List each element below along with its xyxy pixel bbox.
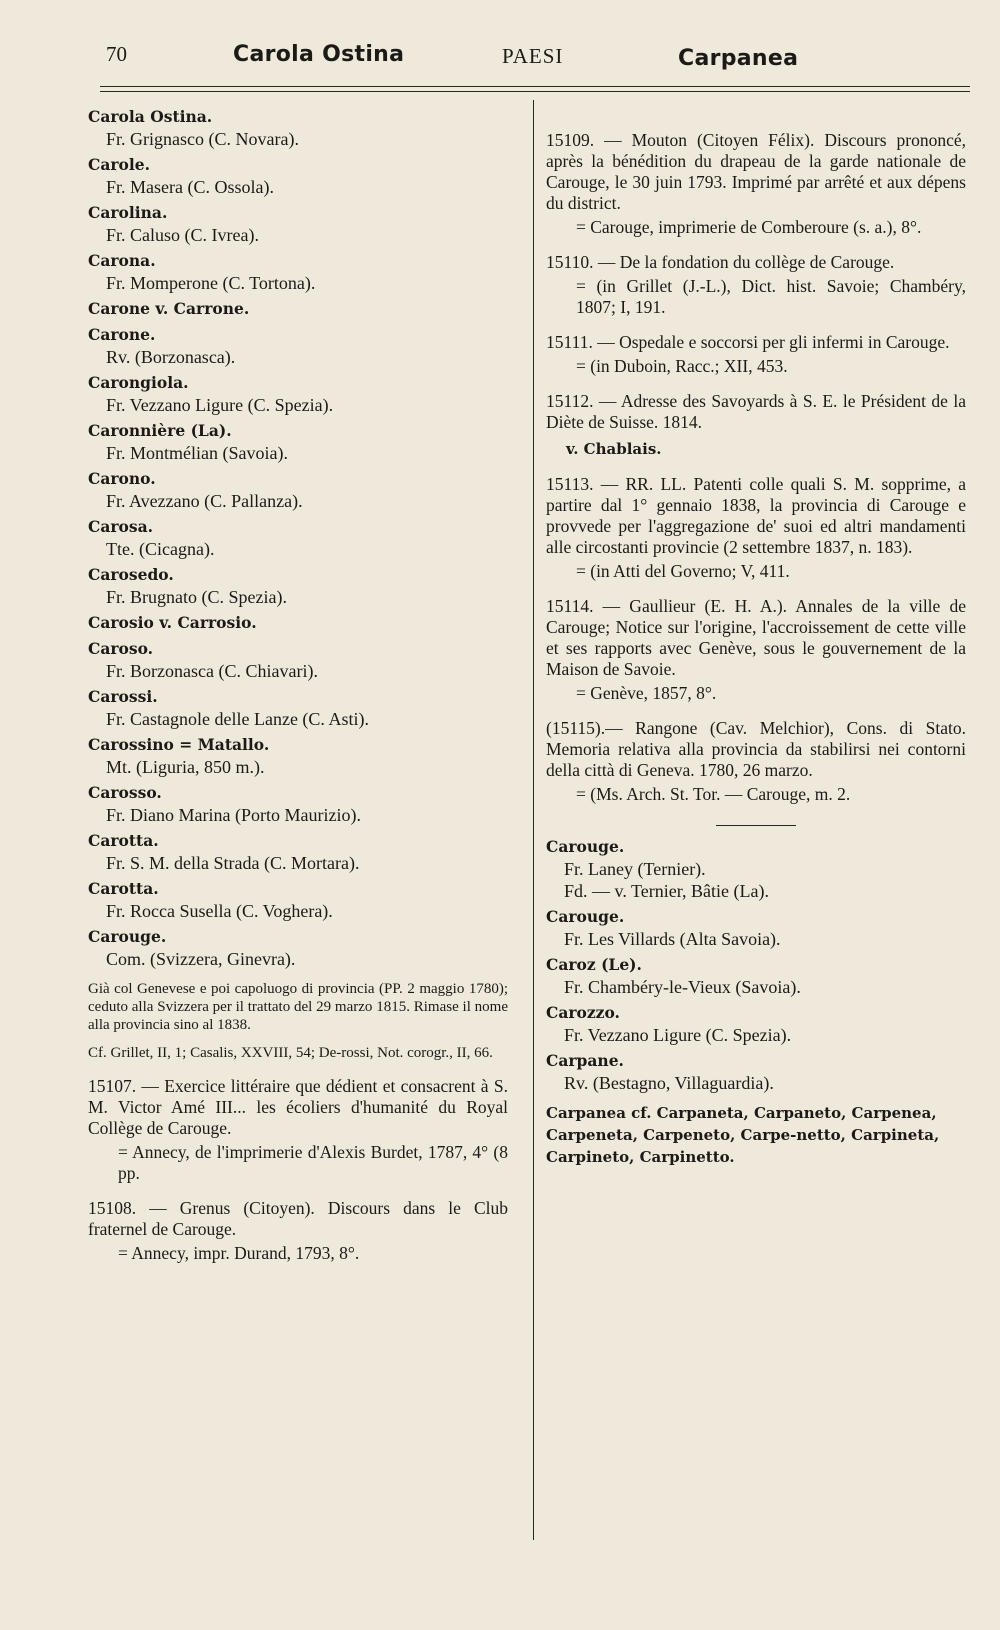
place-name: Carole.: [88, 155, 151, 174]
page-number: 70: [106, 42, 127, 66]
place-detail: Com. (Svizzera, Ginevra).: [106, 949, 296, 969]
bibliography-entry: [546, 596, 966, 704]
bibliography-entry: [546, 130, 966, 238]
place-detail: Fr. Vezzano Ligure (C. Spezia).: [106, 395, 334, 415]
place-name: Carossino = Matallo.: [88, 735, 270, 754]
place-entry: [88, 686, 508, 730]
entry-text: 15110. — De la fondation du collège de Carouge.: [546, 252, 895, 272]
entry-imprint: = (in Duboin, Racc.; XII, 453.: [576, 356, 788, 376]
right-column: [546, 116, 966, 1168]
place-name: Caroz (Le).: [546, 955, 642, 974]
entry-imprint: = (Ms. Arch. St. Tor. — Carouge, m. 2.: [576, 784, 851, 804]
place-entry: [88, 420, 508, 464]
entry-imprint: = (in Grillet (J.-L.), Dict. hist. Savoie; Chambéry, 1807; I, 191.: [576, 276, 966, 317]
entry-text: 15108. — Grenus (Citoyen). Discours dans le Club fraternel de Carouge.: [88, 1198, 508, 1239]
place-entry: [88, 298, 508, 320]
place-detail: Fr. Chambéry-le-Vieux (Savoia).: [564, 977, 801, 997]
place-name: Carozzo.: [546, 1003, 620, 1022]
place-entry: [88, 154, 508, 198]
place-detail: Fr. Masera (C. Ossola).: [106, 177, 274, 197]
place-detail: Mt. (Liguria, 850 m.).: [106, 757, 265, 777]
section-rule: [716, 825, 796, 826]
place-entry: [88, 734, 508, 778]
place-name: Carone v. Carrone.: [88, 299, 250, 318]
place-detail: Tte. (Cicagna).: [106, 539, 215, 559]
place-entry: [546, 1002, 966, 1046]
place-name: Carona.: [88, 251, 156, 270]
place-name: Carouge.: [88, 927, 167, 946]
place-name: Carouge.: [546, 837, 625, 856]
bibliography-entry: [546, 332, 966, 377]
column-divider: [533, 100, 534, 1540]
place-detail: Fr. Avezzano (C. Pallanza).: [106, 491, 303, 511]
see-reference: v. Chablais.: [566, 440, 662, 458]
place-name: Carpane.: [546, 1051, 624, 1070]
place-name: Carotta.: [88, 831, 159, 850]
carouge-cf: Cf. Grillet, II, 1; Casalis, XXVIII, 54; De-rossi, Not. corogr., II, 66.: [88, 1045, 493, 1061]
place-entry: [546, 836, 966, 902]
place-entry: [546, 1050, 966, 1094]
entry-imprint: = Annecy, impr. Durand, 1793, 8°.: [118, 1243, 360, 1263]
entry-text: 15111. — Ospedale e soccorsi per gli infermi in Carouge.: [546, 332, 950, 352]
place-detail: Fr. Vezzano Ligure (C. Spezia).: [564, 1025, 792, 1045]
place-detail: Fr. Diano Marina (Porto Maurizio).: [106, 805, 361, 825]
entry-imprint: = (in Atti del Governo; V, 411.: [576, 561, 790, 581]
place-entry: [88, 516, 508, 560]
place-detail: Fr. Castagnole delle Lanze (C. Asti).: [106, 709, 369, 729]
place-detail: Fr. S. M. della Strada (C. Mortara).: [106, 853, 360, 873]
place-name: Caronnière (La).: [88, 421, 232, 440]
place-name: Carosa.: [88, 517, 154, 536]
bibliography-entry: [546, 252, 966, 318]
place-name: Carosio v. Carrosio.: [88, 613, 257, 632]
place-name: Carono.: [88, 469, 156, 488]
bibliography-entry: [546, 391, 966, 460]
place-entry: [88, 830, 508, 874]
place-detail: Fd. — v. Ternier, Bâtie (La).: [564, 881, 769, 901]
place-entry: [88, 638, 508, 682]
place-name: Carosedo.: [88, 565, 174, 584]
entry-imprint: = Annecy, de l'imprimerie d'Alexis Burdet, 1787, 4° (8 pp.: [118, 1142, 508, 1183]
place-name: Carouge.: [546, 907, 625, 926]
place-detail: Fr. Grignasco (C. Novara).: [106, 129, 299, 149]
place-name: Carola Ostina.: [88, 107, 213, 126]
entry-text: 15109. — Mouton (Citoyen Félix). Discours prononcé, après la bénédition du drapeau de la garde nationale de Carouge, le 30 juin 1793. Imprimé par arrêté et aux dépens du district.: [546, 130, 966, 213]
place-name: Carosso.: [88, 783, 162, 802]
place-name: Carone.: [88, 325, 156, 344]
place-entry: [88, 324, 508, 368]
place-entry: [546, 906, 966, 950]
carouge-note: Già col Genevese e poi capoluogo di provincia (PP. 2 maggio 1780); ceduto alla Svizzera per il trattato del 29 marzo 1815. Rimase il nome alla provincia sino al 1838.: [88, 981, 508, 1033]
bibliography-entry: [546, 718, 966, 805]
place-name: Carossi.: [88, 687, 158, 706]
place-detail: Fr. Brugnato (C. Spezia).: [106, 587, 287, 607]
place-detail: Fr. Caluso (C. Ivrea).: [106, 225, 259, 245]
entry-text: 15113. — RR. LL. Patenti colle quali S. M. sopprime, a partire dal 1° gennaio 1838, la provincia di Carouge e provvede per l'aggregazione de' suoi ed altri mandamenti alle circostanti provincie (2 settembre 1837, n. 183).: [546, 474, 966, 557]
entry-text: (15115).— Rangone (Cav. Melchior), Cons. di Stato. Memoria relativa alla provincia da stabilirsi nei contorni della città di Geneva. 1780, 26 marzo.: [546, 718, 966, 780]
place-entry: [88, 468, 508, 512]
place-entry: [88, 372, 508, 416]
place-entry: [88, 612, 508, 634]
place-entry: [88, 564, 508, 608]
place-detail: Fr. Les Villards (Alta Savoia).: [564, 929, 781, 949]
place-entry: [88, 250, 508, 294]
running-header: [100, 38, 970, 78]
place-detail: Fr. Rocca Susella (C. Voghera).: [106, 901, 333, 921]
place-entry: [88, 878, 508, 922]
entry-text: 15114. — Gaullieur (E. H. A.). Annales de la ville de Carouge; Notice sur l'origine, l'accroissement de cette ville et ses rapports avec Genève, sous le gouvernement de la Maison de Savoie.: [546, 596, 966, 679]
entry-text: 15107. — Exercice littéraire que dédient et consacrent à S. M. Victor Amé III... les écoliers d'humanité du Royal Collège de Carouge.: [88, 1076, 508, 1138]
place-detail: Fr. Montmélian (Savoia).: [106, 443, 288, 463]
entry-imprint: = Carouge, imprimerie de Comberoure (s. a.), 8°.: [576, 217, 922, 237]
place-detail: Rv. (Borzonasca).: [106, 347, 236, 367]
place-entry: [88, 106, 508, 150]
header-left-term: Carola Ostina: [233, 42, 405, 67]
place-detail: Fr. Momperone (C. Tortona).: [106, 273, 316, 293]
place-detail: Fr. Borzonasca (C. Chiavari).: [106, 661, 318, 681]
bibliography-entry: [88, 1198, 508, 1264]
place-entry: [88, 926, 508, 970]
bibliography-entry: [88, 1076, 508, 1184]
bibliography-entry: [546, 474, 966, 582]
place-entry: [88, 202, 508, 246]
header-rule-double: [100, 91, 970, 92]
place-name: Carotta.: [88, 879, 159, 898]
place-detail: Fr. Laney (Ternier).: [564, 859, 706, 879]
left-column: [88, 102, 508, 1264]
header-section: PAESI: [502, 44, 564, 68]
place-detail: Rv. (Bestagno, Villaguardia).: [564, 1073, 774, 1093]
entry-text: 15112. — Adresse des Savoyards à S. E. le Président de la Diète de Suisse. 1814.: [546, 391, 966, 432]
place-name: Carongiola.: [88, 373, 189, 392]
place-name: Carolina.: [88, 203, 168, 222]
place-name: Caroso.: [88, 639, 154, 658]
carpanea-entry: Carpanea cf. Carpaneta, Carpaneto, Carpenea, Carpeneta, Carpeneto, Carpe-netto, Carpineta, Carpineto, Carpinetto.: [546, 1104, 940, 1166]
header-right-term: Carpanea: [678, 46, 799, 71]
header-rule: [100, 86, 970, 87]
entry-imprint: = Genève, 1857, 8°.: [576, 683, 717, 703]
place-entry: [546, 954, 966, 998]
place-entry: [88, 782, 508, 826]
